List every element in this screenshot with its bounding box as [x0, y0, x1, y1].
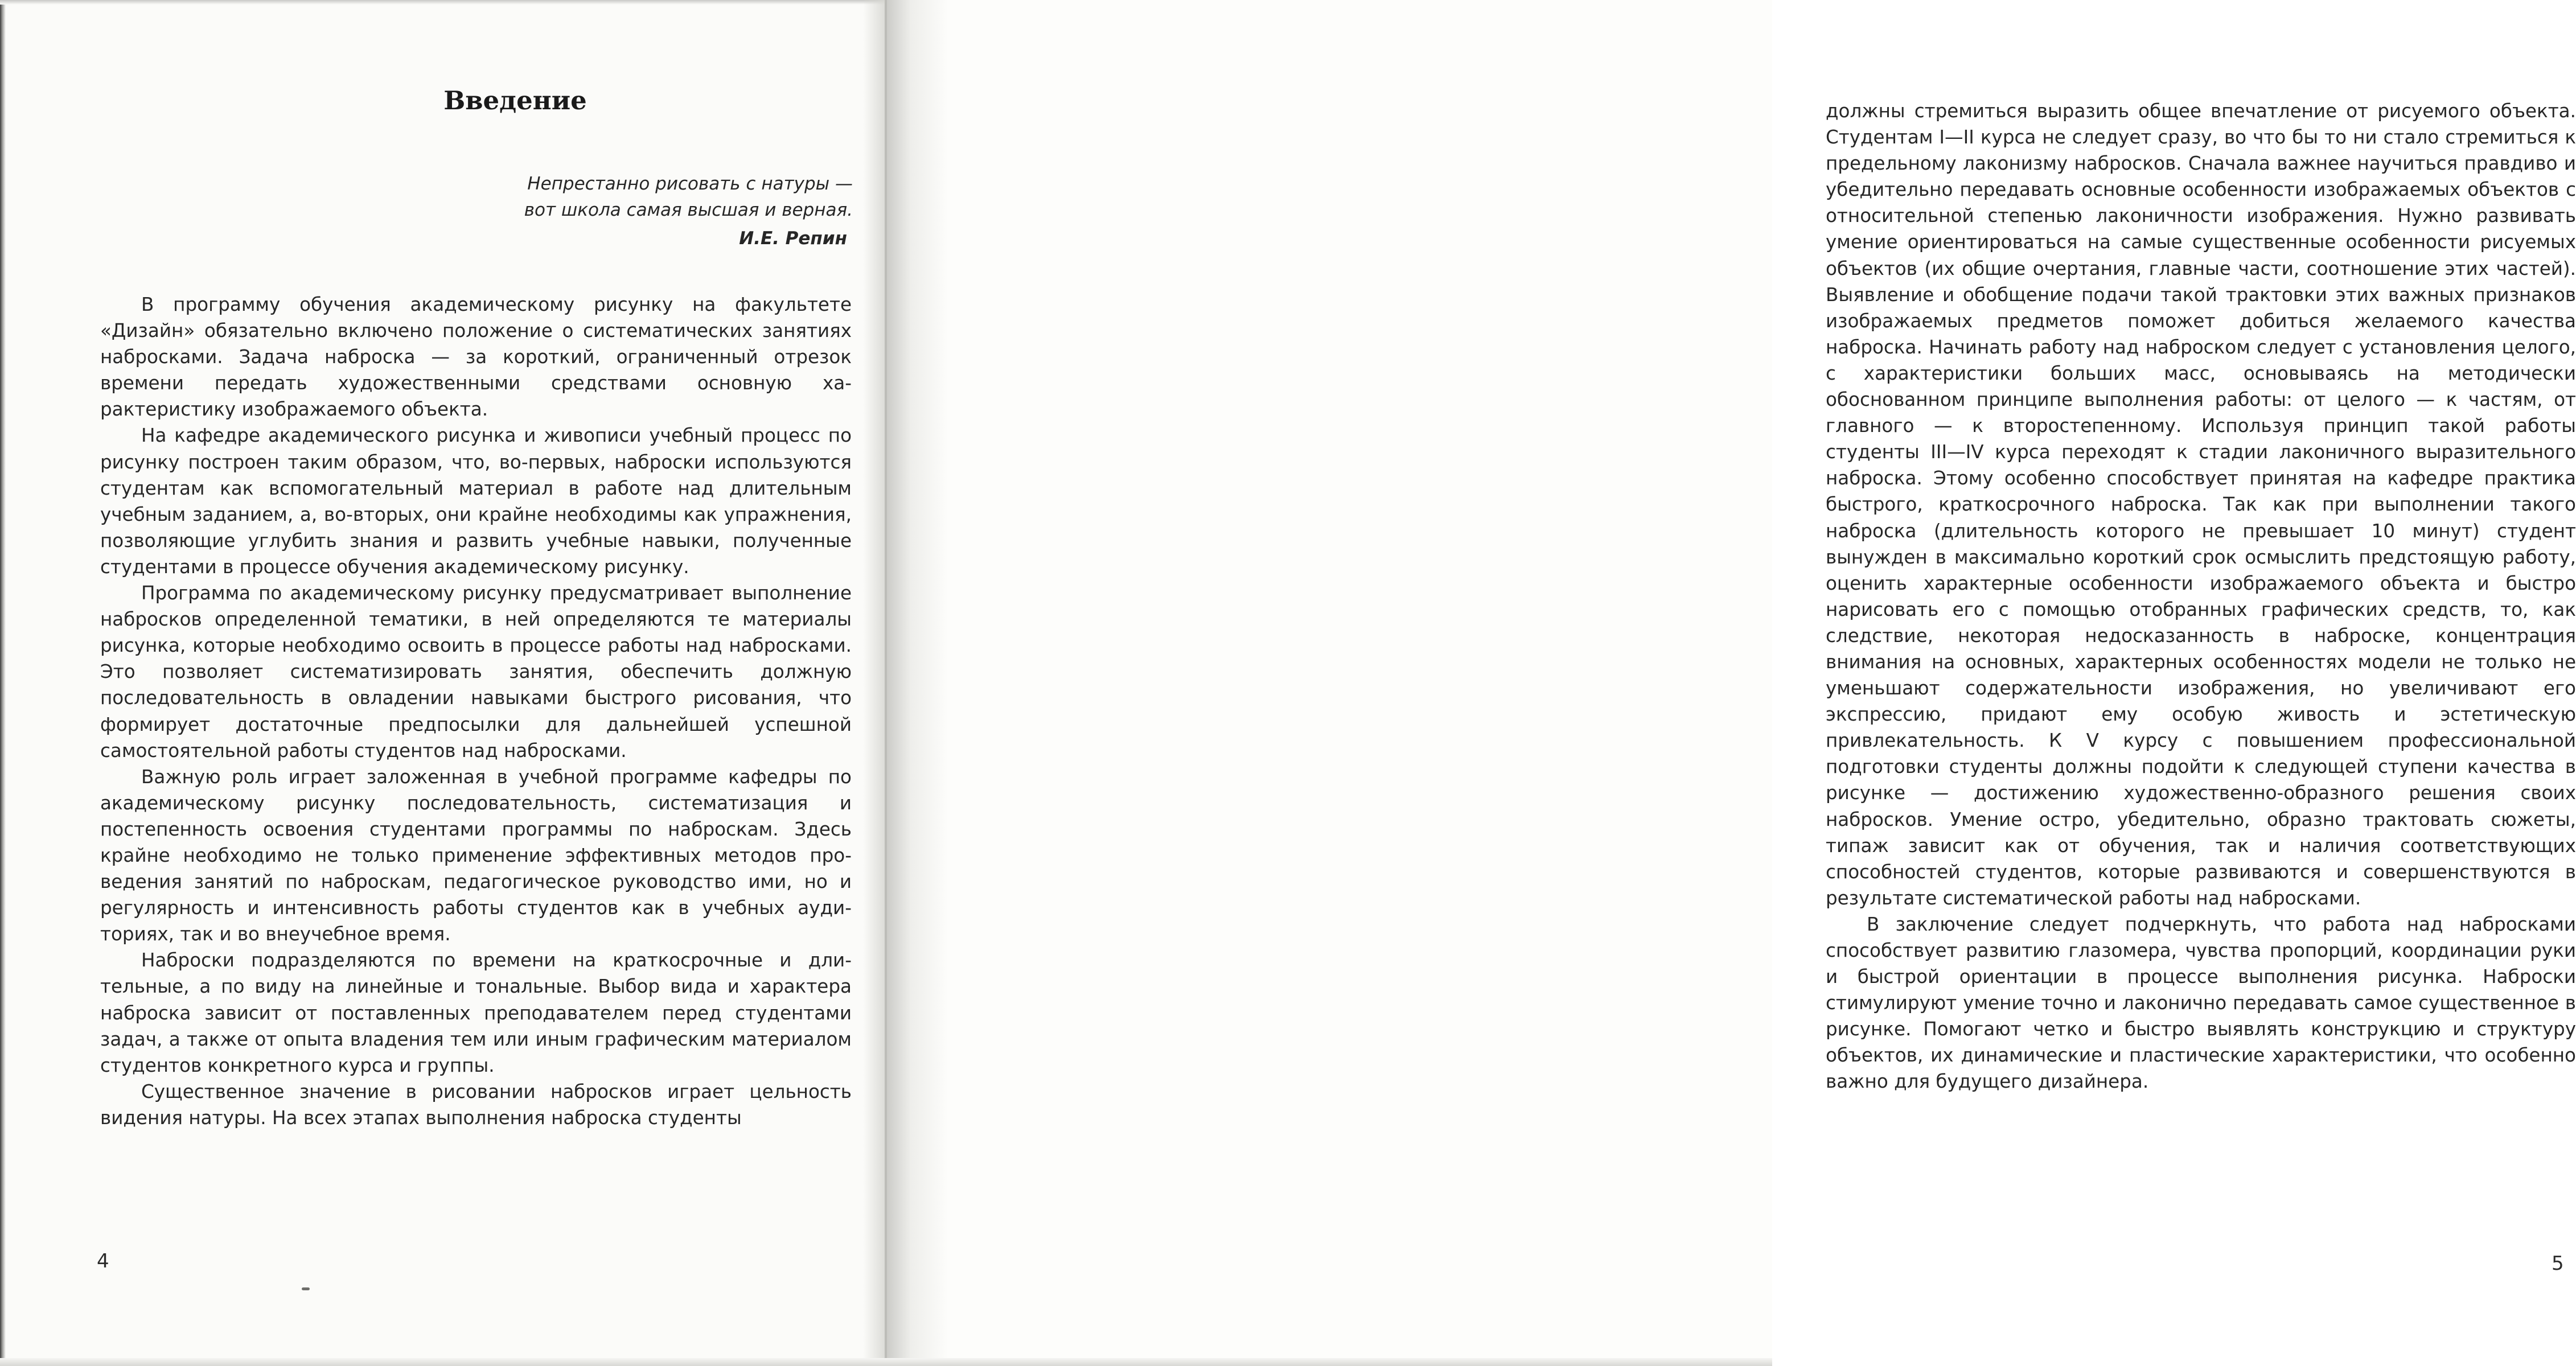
- page-edge-shadow: [0, 0, 6, 1366]
- page-top-edge: [0, 0, 886, 5]
- paragraph: На кафедре академического рисунка и живописи учебный процесс по рисунку построен таким образом, что, во-первых, наброски используются студентам как вспомогательный материал в работе над длительным учебным заданием, а, во-вторых, они крайне необходимы как упражнения, позволяющие углубить знания и развить учебные навыки, полученные студентами в процессе обучения академическому рисунку.: [100, 425, 852, 578]
- paragraph: В заключение следует подчеркнуть, что работа над набросками способствует развитию глазомера, чувства пропорций, координации руки и быстрой ориентации в процессе выполнения рисунка. Наброски стимулируют умение точно и лаконично передавать самое существенное в рисунке. Помогают четко и быстро выявлять конструкцию и структуру объектов, их динамические и пластические характеристики, что особенно важно для будущего дизайнера.: [1826, 913, 2576, 1093]
- epigraph-line-2: вот школа самая высшая и верная.: [524, 200, 853, 220]
- gutter-shadow-left: [863, 0, 886, 1366]
- left-page: [0, 0, 886, 1366]
- right-page: [886, 0, 2576, 1366]
- right-page-body: [1826, 98, 2576, 1095]
- chapter-heading: Введение: [443, 85, 587, 116]
- page-number: 5: [2552, 1252, 2564, 1275]
- paragraph: Наброски подразделяются по времени на краткосрочные и длительные, а по виду на линейные и тональные. Выбор вида и характера наброска зависит от поставленных преподавателем перед студентами задач, а также от опыта владения тем или иным графическим материалом студентов конкретного курса и группы.: [100, 949, 852, 1076]
- epigraph: [398, 171, 853, 252]
- epigraph-line-1: Непрестанно рисовать с натуры —: [527, 174, 853, 194]
- gutter-shadow-right: [886, 0, 948, 1366]
- page-number: 4: [97, 1250, 109, 1273]
- paragraph: должны стремиться выразить общее впечатление от рисуемого объекта. Студентам I—II курса не следует сразу, во что бы то ни стало стремиться к предельному лаконизму набросков. Сначала важнее научиться правдиво и убедительно передавать основные особенности изображаемых объектов с относительной степенью лаконичности изображения. Нужно развивать умение ориентироваться на самые существенные особенности рисуемых объектов (их общие очертания, главные части, соотношение этих частей). Выявление и обобщение подачи такой трактовки этих важных признаков изображаемых предметов поможет добиться желаемого качества наброска. Начинать работу над наброском следует с установления целого, с характеристики больших масс, основываясь на методически обоснованном принципе выполнения работы: от целого — к частям, от главного — к второстепенному. Используя принцип такой работы студенты III—IV курса переходят к стадии лаконичного выразительного наброска. Этому особенно способствует принятая на кафедре практика быстрого, краткосрочного наброска. Так как при выполнении такого наброска (длительность которого не превышает 10 минут) студент вынужден в максимально короткий срок осмыслить предстоящую работу, оценить характерные особенности изображаемого объекта и быстро нарисовать его с помощью отобранных графических средств, то, как следствие, некоторая недосказанность в наброске, концентрация внимания на основных, характерных особенностях модели не только не уменьшают содержательности изображения, но увеличивают его экспрессию, придают ему особую живость и эстетическую привлекательность. К V курсу с повышением профессиональной подготовки студенты должны подойти к следующей ступени качества в рисунке — достижению художественно-образного решения своих набросков. Умение остро, убедительно, образно трактовать сюжеты, типаж зависит как от обучения, так и наличия соответствующих способностей студентов, которые развиваются и совершенствуются в результате систематической работы над набросками.: [1826, 100, 2576, 909]
- page-bottom-edge: [0, 1358, 1772, 1366]
- left-page-body: [100, 291, 852, 1131]
- epigraph-author: И.Е. Репин: [739, 228, 847, 249]
- paragraph: Важную роль играет заложенная в учебной программе кафедры по академическому рисунку последовательность, систематизация и постепенность освоения студентами программы по наброскам. Здесь крайне необходимо не только применение эффективных методов проведения занятий по наброскам, педагогическое руководство ими, но и регулярность и интенсивность работы студентов как в учебных аудиториях, так и во внеучебное время.: [100, 766, 852, 945]
- print-speck: [302, 1287, 310, 1290]
- paragraph: В программу обучения академическому рисунку на факультете «Дизайн» обязательно включено положение о систематических занятиях набросками. Задача наброска — за короткий, ограниченный отрезок времени передать художественными средствами основную характеристику изображаемого объекта.: [100, 294, 852, 421]
- paragraph: Существенное значение в рисовании набросков играет цельность видения натуры. На всех этапах выполнения наброска студенты: [100, 1080, 852, 1129]
- book-gutter: [885, 0, 887, 1366]
- paragraph: Программа по академическому рисунку предусматривает выполнение набросков определенной тематики, в ней определяются те материалы рисунка, которые необходимо освоить в процессе работы над набросками. Это позволяет систематизировать занятия, обеспечить должную последовательность в овладении навыками быстрого рисования, что формирует достаточные предпосылки для дальнейшей успешной самостоятельной работы студентов над набросками.: [100, 582, 852, 762]
